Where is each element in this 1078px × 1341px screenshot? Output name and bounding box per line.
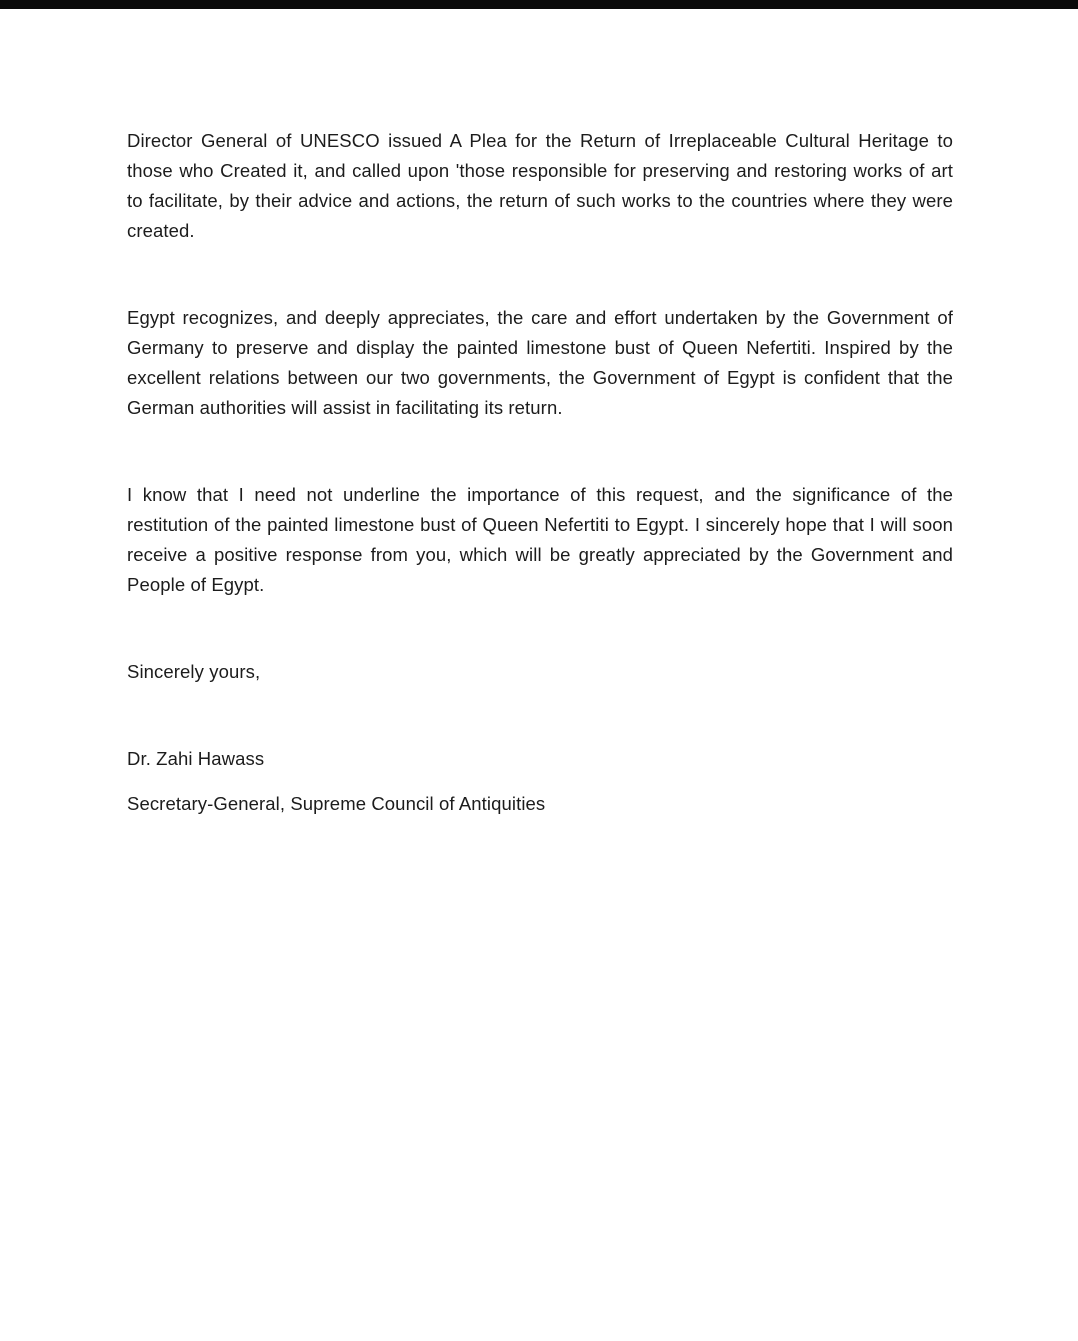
letter-paragraph-unesco-plea: Director General of UNESCO issued A Plea for the Return of Irreplaceable Cultural Heritage to those who Created it, and called upon 'those responsible for preserving and restoring works of art to facilitate, by their advice and actions, the return of such works to the countries where they were created. bbox=[127, 130, 953, 241]
page-top-border-bar bbox=[0, 0, 1078, 9]
letter-closing: Sincerely yours, bbox=[127, 661, 261, 682]
letter-body bbox=[127, 126, 953, 819]
signature-title: Secretary-General, Supreme Council of Antiquities bbox=[127, 793, 546, 814]
letter-paragraph-request-importance: I know that I need not underline the importance of this request, and the significance of the restitution of the painted limestone bust of Queen Nefertiti to Egypt. I sincerely hope that I will soon receive a positive response from you, which will be greatly appreciated by the Government and People of Egypt. bbox=[127, 484, 953, 595]
letter-paragraph-germany-appreciation: Egypt recognizes, and deeply appreciates, the care and effort undertaken by the Government of Germany to preserve and display the painted limestone bust of Queen Nefertiti. Inspired by the excellent relations between our two governments, the Government of Egypt is confident that the German authorities will assist in facilitating its return. bbox=[127, 307, 953, 418]
signature-name: Dr. Zahi Hawass bbox=[127, 748, 265, 769]
